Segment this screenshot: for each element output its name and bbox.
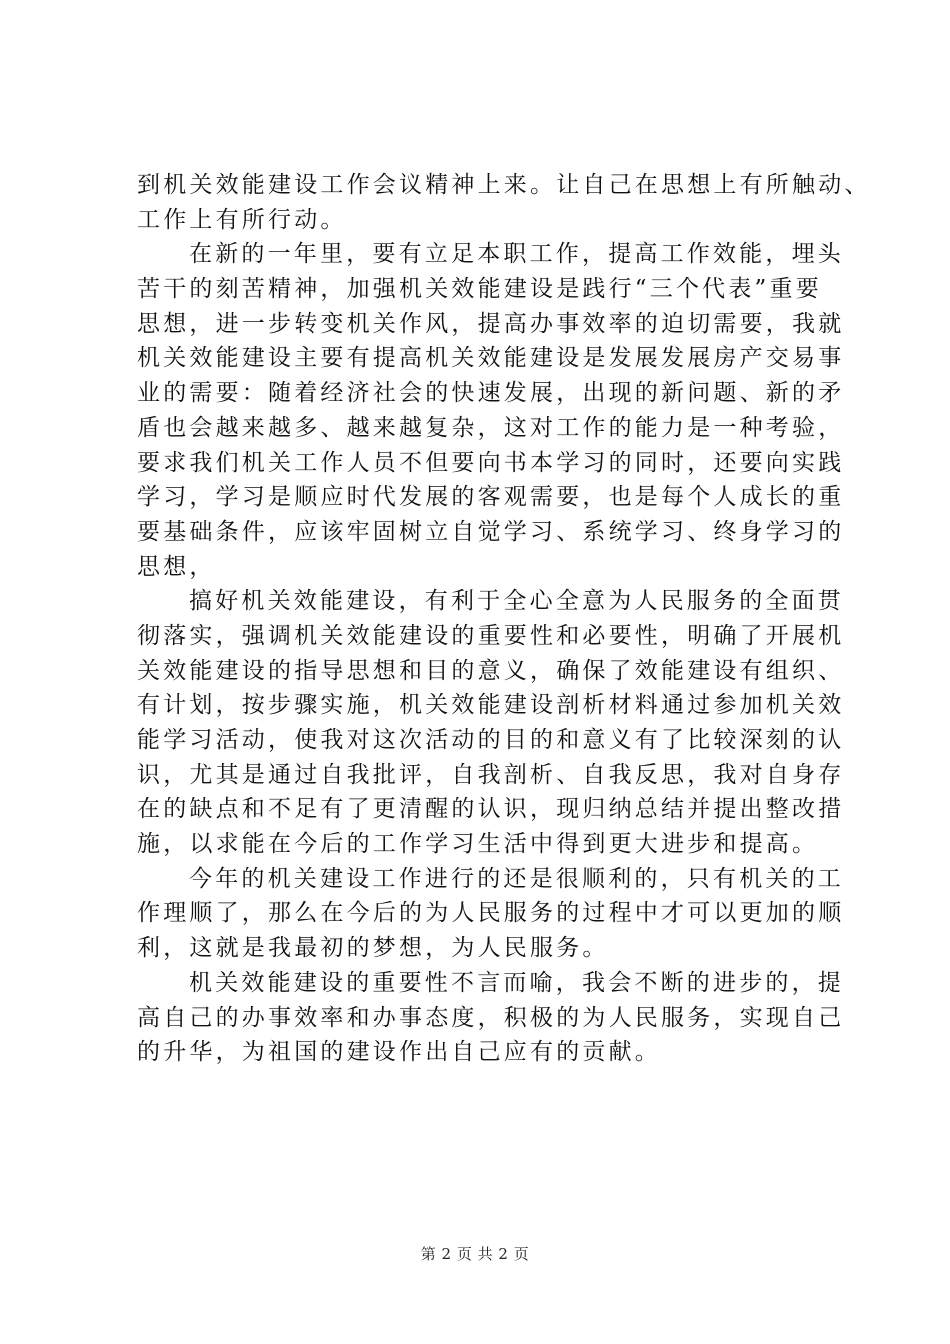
text-line: 苦干的刻苦精神，加强机关效能建设是践行“三个代表”重要 [137,276,822,303]
text-line: 高自己的办事效率和办事态度，积极的为人民服务，实现自己 [137,1004,845,1031]
text-line: 学习，学习是顺应时代发展的客观需要，也是每个人成长的重 [137,484,845,511]
text-line: 思想，进一步转变机关作风，提高办事效率的迫切需要，我就 [137,310,845,337]
page-footer: 第 2 页 共 2 页 [420,1245,530,1263]
text-line: 搞好机关效能建设，有利于全心全意为人民服务的全面贯 [189,588,844,615]
text-line: 在新的一年里，要有立足本职工作，提高工作效能，埋头 [189,241,844,268]
text-line: 机关效能建设的重要性不言而喻，我会不断的进步的，提 [189,969,844,996]
text-line: 工作上有所行动。 [137,206,347,233]
text-line: 思想， [137,553,216,580]
paragraph [137,584,845,862]
text-line: 利，这就是我最初的梦想，为人民服务。 [137,935,609,962]
text-line: 作理顺了，那么在今后的为人民服务的过程中才可以更加的顺 [137,900,845,927]
text-line: 的升华，为祖国的建设作出自己应有的贡献。 [137,1039,661,1066]
paragraph [137,862,845,966]
text-line: 要基础条件，应该牢固树立自觉学习、系统学习、终身学习的 [137,518,845,545]
text-line: 要求我们机关工作人员不但要向书本学习的同时，还要向实践 [137,449,845,476]
text-line: 业的需要：随着经济社会的快速发展，出现的新问题、新的矛 [137,380,845,407]
text-line: 施，以求能在今后的工作学习生活中得到更大进步和提高。 [137,831,819,858]
text-line: 能学习活动，使我对这次活动的目的和意义有了比较深刻的认 [137,727,845,753]
text-line: 今年的机关建设工作进行的还是很顺利的，只有机关的工 [189,865,844,892]
paragraph [137,966,845,1070]
paragraph [137,237,845,584]
document-body [137,168,871,1070]
text-line: 识，尤其是通过自我批评，自我剖析、自我反思，我对自身存 [137,761,845,788]
text-line: 在的缺点和不足有了更清醒的认识，现归纳总结并提出整改措 [137,796,845,823]
text-line: 彻落实，强调机关效能建设的重要性和必要性，明确了开展机 [137,622,845,649]
text-line: 到机关效能建设工作会议精神上来。让自己在思想上有所触动、 [137,172,871,198]
text-line: 机关效能建设主要有提高机关效能建设是发展发展房产交易事 [137,345,845,372]
paragraph [137,168,871,237]
text-line: 关效能建设的指导思想和目的意义，确保了效能建设有组织、 [137,657,845,684]
text-line: 盾也会越来越多、越来越复杂，这对工作的能力是一种考验， [137,414,845,441]
text-line: 有计划，按步骤实施，机关效能建设剖析材料通过参加机关效 [137,692,845,719]
